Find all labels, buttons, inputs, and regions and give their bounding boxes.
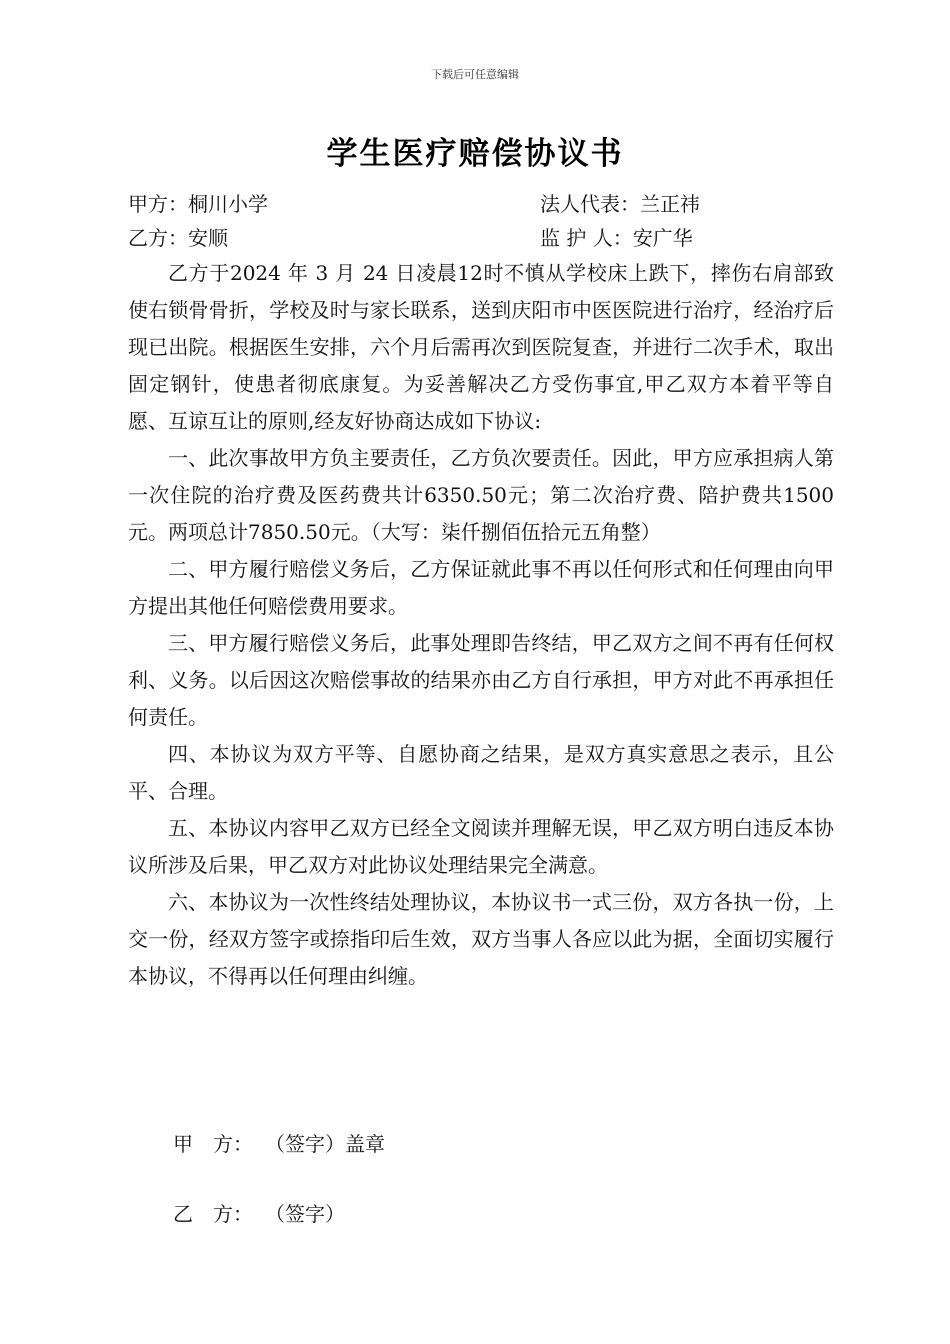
party-a-signature-value: （签字）盖章 xyxy=(265,1132,385,1156)
clause-6: 六、本协议为一次性终结处理协议，本协议书一式三份，双方各执一份，上交一份，经双方签字或捺指印后生效，双方当事人各应以此为据，全面切实履行本协议，不得再以任何理由纠缠。 xyxy=(128,890,834,988)
party-row-2 xyxy=(128,222,828,254)
clause-1: 一、此次事故甲方负主要责任，乙方负次要责任。因此，甲方应承担病人第一次住院的治疗费及医药费共计6350.50元；第二次治疗费、陪护费共1500元。两项总计7850.50元。（大写：柒仟捌佰伍拾元五角整） xyxy=(128,446,834,544)
clause-3: 三、甲方履行赔偿义务后，此事处理即告终结，甲乙双方之间不再有任何权利、义务。以后因这次赔偿事故的结果亦由乙方自行承担，甲方对此不再承担任何责任。 xyxy=(128,631,834,729)
party-b-signature-value: （签字） xyxy=(265,1202,345,1226)
clause-2: 二、甲方履行赔偿义务后，乙方保证就此事不再以任何形式和任何理由向甲方提出其他任何赔偿费用要求。 xyxy=(128,557,834,618)
clause-5: 五、本协议内容甲乙双方已经全文阅读并理解无误，甲乙双方明白违反本协议所涉及后果，甲乙双方对此协议处理结果完全满意。 xyxy=(128,816,834,877)
party-a-signature xyxy=(173,1128,385,1157)
document-title: 学生医疗赔偿协议书 xyxy=(326,136,624,172)
party-row-1 xyxy=(128,188,828,220)
party-b-signature-label: 乙 方： xyxy=(173,1202,253,1226)
party-a: 甲方：桐川小学 xyxy=(128,192,268,216)
party-b-signature xyxy=(173,1198,345,1227)
clause-4: 四、本协议为双方平等、自愿协商之结果，是双方真实意思之表示，且公平、合理。 xyxy=(128,742,834,803)
header-note: 下载后可任意编辑 xyxy=(431,68,519,81)
agreement-body xyxy=(128,255,834,995)
party-b: 乙方：安顺 xyxy=(128,226,228,250)
intro-paragraph: 乙方于2024 年 3 月 24 日凌晨12时不慎从学校床上跌下，摔伤右肩部致使右锁骨骨折，学校及时与家长联系，送到庆阳市中医医院进行治疗，经治疗后现已出院。根据医生安排，六个月后需再次到医院复查，并进行二次手术，取出固定钢针，使患者彻底康复。为妥善解决乙方受伤事宜,甲乙双方本着平等自愿、互谅互让的原则,经友好协商达成如下协议: xyxy=(128,261,834,433)
guardian: 监 护 人：安广华 xyxy=(540,226,693,250)
party-a-signature-label: 甲 方： xyxy=(173,1132,253,1156)
legal-representative: 法人代表：兰正祎 xyxy=(540,192,700,216)
